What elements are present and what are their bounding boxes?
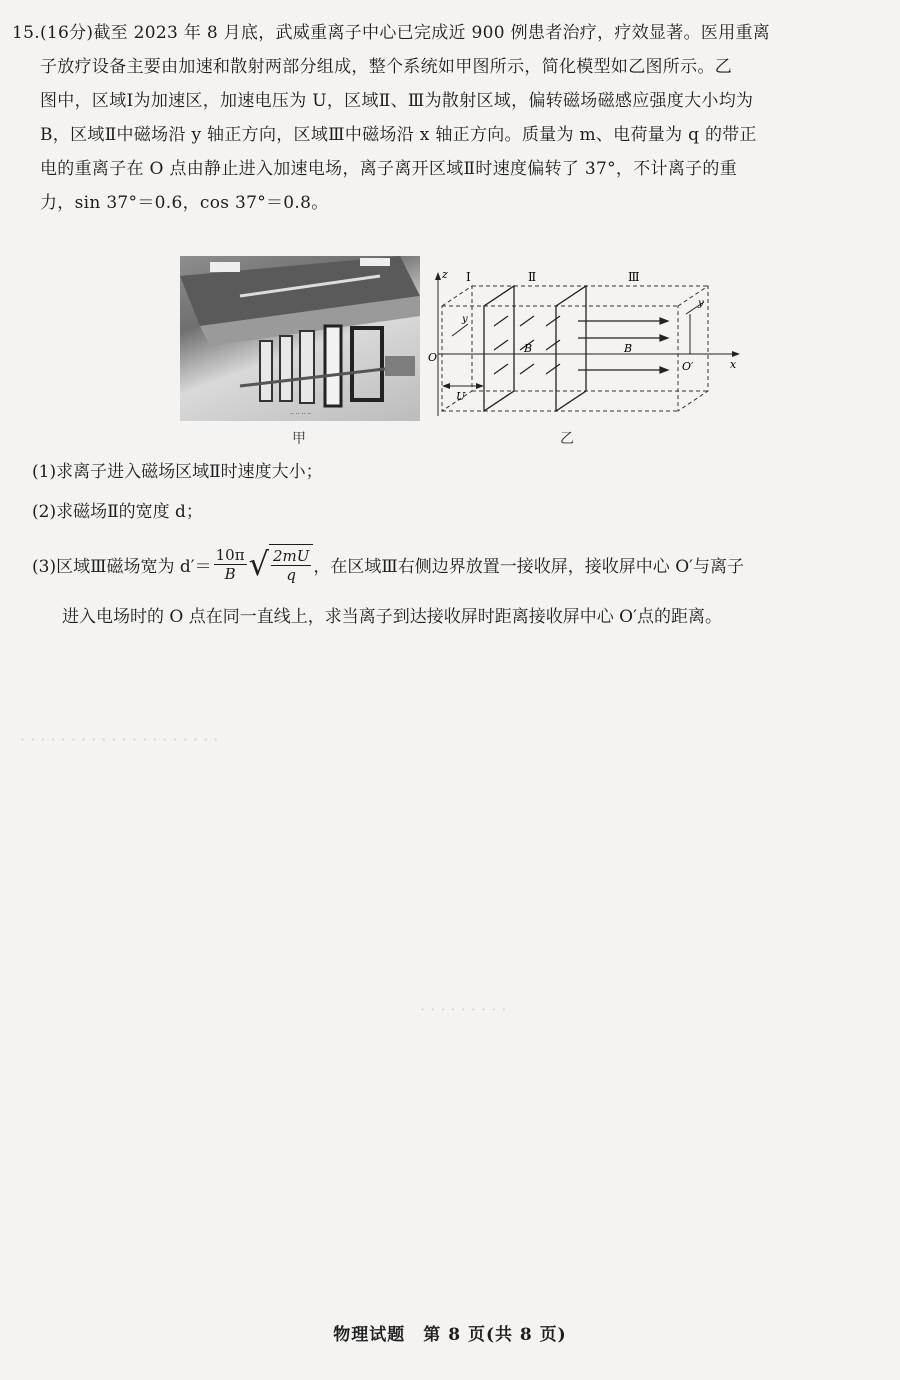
region-2-label: Ⅱ: [528, 270, 537, 284]
question-1: (1)求离子进入磁场区域Ⅱ时速度大小；: [32, 462, 323, 482]
problem-15: [12, 16, 884, 220]
axis-y-label-3: y: [698, 298, 704, 309]
axis-y-label-1: y: [462, 314, 468, 325]
bleed-through-1: · · · · · · · · · · · · · · · · · · · ·: [20, 730, 219, 749]
device-photo-drawing: [180, 256, 420, 421]
bleed-through-2: · · · · · · · · ·: [420, 1000, 507, 1019]
formula-sqrt: √ $\frac{2mU}{q}$: [249, 544, 314, 584]
problem-number: 15.: [12, 23, 40, 43]
figure-label-jia: 甲: [292, 431, 306, 447]
question-2: (2)求磁场Ⅱ的宽度 d；: [32, 502, 203, 522]
problem-line-5: 电的重离子在 O 点由静止进入加速电场，离子离开区域Ⅱ时速度偏转了 37°，不计离子的重: [40, 159, 738, 179]
voltage-label: U: [456, 390, 466, 403]
problem-line-6: 力，sin 37°＝0.6，cos 37°＝0.8。: [40, 193, 329, 213]
figure-row: [180, 256, 750, 446]
problem-line-2: 子放疗设备主要由加速和散射两部分组成，整个系统如甲图所示，简化模型如乙图所示。乙: [40, 57, 732, 77]
problem-line-1: 15.(16分)截至 2023 年 8 月底，武威重离子中心已完成近 900 例患者治疗，疗效显著。医用重离: [12, 23, 771, 43]
problem-points: (16分): [39, 23, 94, 43]
problem-line-3: 图中，区域Ⅰ为加速区，加速电压为 U，区域Ⅱ、Ⅲ为散射区域，偏转磁场磁感应强度大小均为: [40, 91, 754, 111]
question-3-line-2: 进入电场时的 O 点在同一直线上，求当离子到达接收屏时距离接收屏中心 O′点的距离。: [62, 607, 722, 627]
device-photo: [180, 256, 420, 421]
axis-z-label: z: [442, 268, 448, 281]
formula-fraction: $\frac{10\pi}{B}$: [215, 545, 245, 583]
region-3-field-arrows: [578, 318, 668, 373]
sub-questions: [32, 452, 892, 532]
axis-x-label: x: [730, 358, 737, 371]
region-1-label: Ⅰ: [466, 270, 471, 284]
schematic-diagram: [428, 266, 748, 426]
page-footer: 物理试题 第 8 页(共 8 页): [333, 1325, 567, 1345]
region-3-label: Ⅲ: [628, 270, 640, 284]
svg-text:·· ·· ·· ··: ·· ·· ·· ··: [290, 411, 311, 418]
field-b-label-2: B: [524, 342, 533, 355]
question-3-line-1: (3)区域Ⅲ磁场宽为 d′＝ $\frac{10\pi}{B}$ √ $\frac{2mU}{q}$ ，在区域Ⅲ右侧边界放置一接收屏，接收屏中心 O′与离子: [32, 545, 744, 584]
question-3: [32, 536, 892, 634]
field-b-label-3: B: [624, 342, 633, 355]
origin-prime-label: O′: [682, 360, 694, 373]
problem-line-4: B，区域Ⅱ中磁场沿 y 轴正方向，区域Ⅲ中磁场沿 x 轴正方向。质量为 m、电荷量为 q 的带正: [40, 125, 757, 145]
origin-label: O: [428, 351, 438, 364]
figure-label-yi: 乙: [560, 431, 574, 447]
